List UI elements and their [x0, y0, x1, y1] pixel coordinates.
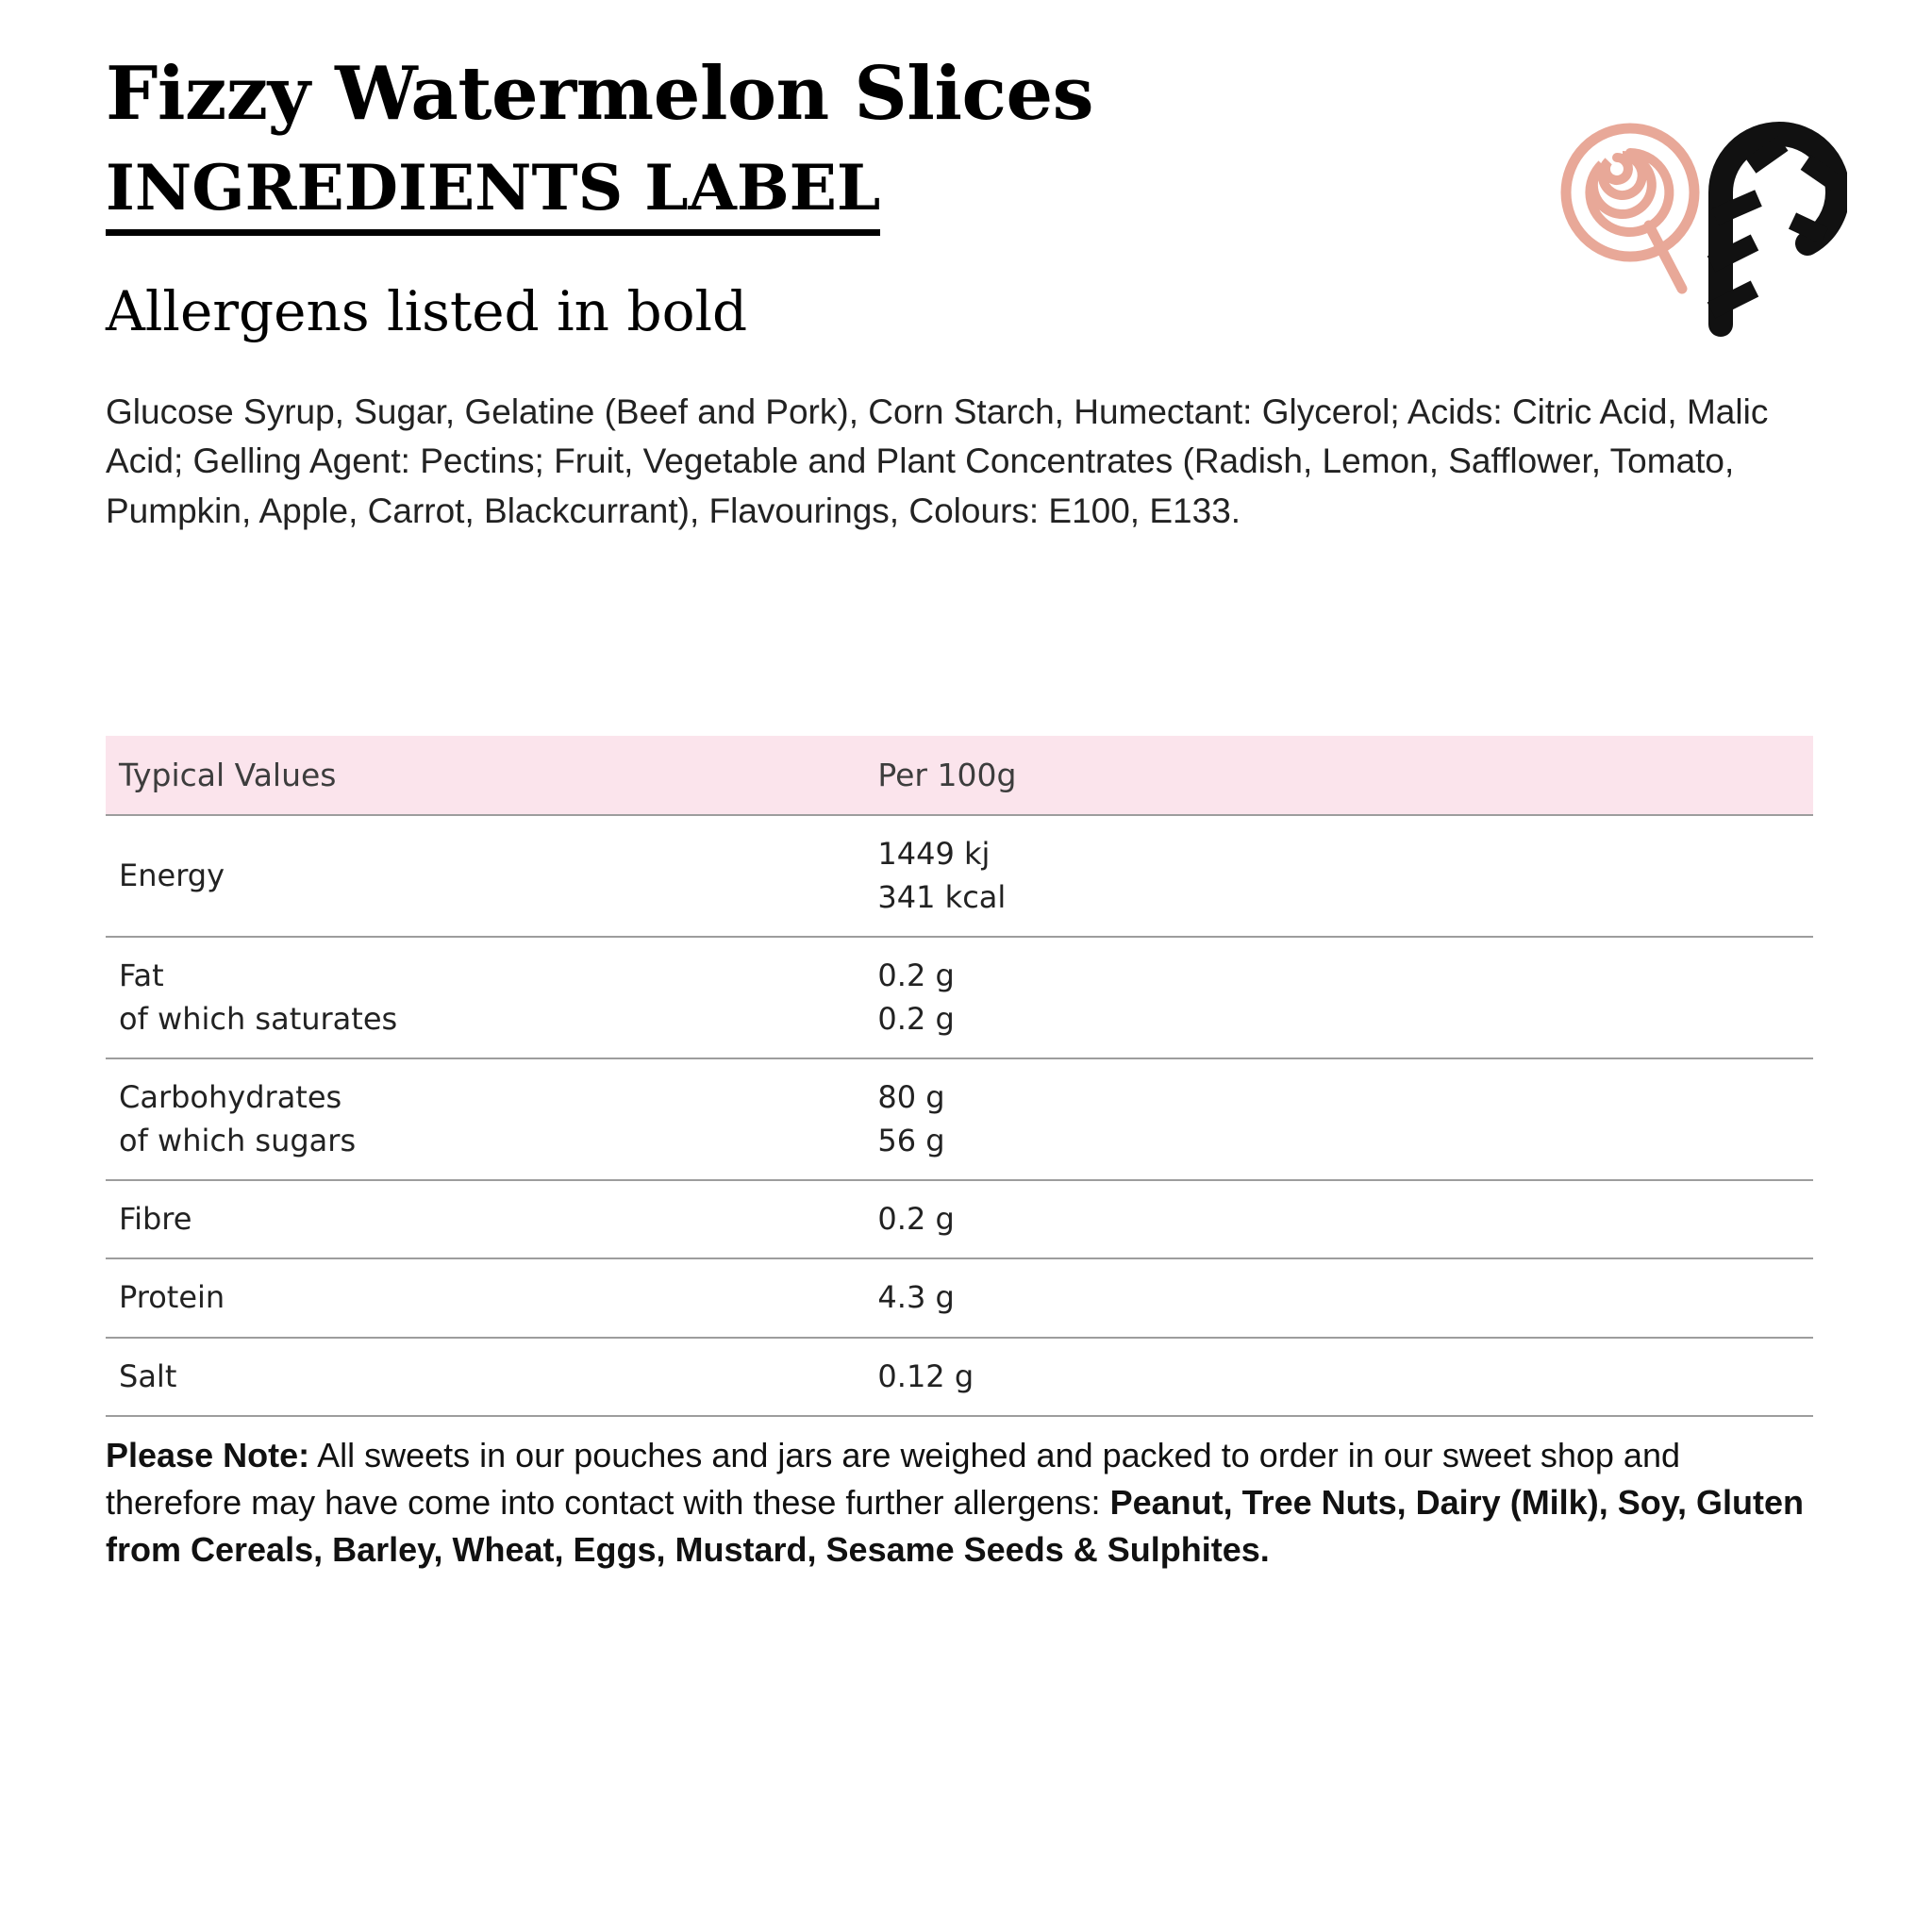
row-value-fat: [857, 937, 1813, 1058]
nutrient-name: Fat: [119, 958, 164, 994]
ingredients-text: Glucose Syrup, Sugar, Gelatine (Beef and Pork), Corn Starch, Humectant: Glycerol; Acids: Citric Acid, Malic Acid; Gelling Agent: Pectins; Fruit, Vegetable and Plant Concentrates (Radish, Lemon, Safflower, Tomato, Pumpkin, Apple, Carrot, Blackcurrant), Flavourings, Colours: E100, E133.: [106, 391, 1769, 530]
label-subtitle: INGREDIENTS LABEL: [106, 151, 880, 236]
row-label-fibre: [106, 1180, 857, 1258]
nutrient-value: 0.2 g: [877, 958, 955, 994]
nutrition-table-head: [106, 736, 1813, 815]
nutrient-subvalue: 0.2 g: [877, 1000, 955, 1037]
nutrient-value: 4.3 g: [877, 1279, 955, 1316]
table-row: [106, 1258, 1813, 1337]
row-label-salt: [106, 1338, 857, 1416]
title-block: [106, 51, 1502, 346]
row-label-energy: [106, 815, 857, 937]
nutrient-value: 80 g: [877, 1079, 945, 1116]
table-row: [106, 1180, 1813, 1258]
nutrition-table: [106, 736, 1813, 1417]
label-header: [106, 51, 1864, 346]
please-note-allergens: Peanut, Tree Nuts, Dairy (Milk), Soy, Gluten from Cereals, Barley, Wheat, Eggs, Mustard, Sesame Seeds & Sulphites.: [106, 1482, 1805, 1569]
nutrient-subvalue: 341 kcal: [877, 878, 1007, 915]
nutrient-name: Salt: [119, 1357, 177, 1394]
nutrient-name: Protein: [119, 1279, 225, 1316]
row-value-protein: [857, 1258, 1813, 1337]
table-header-row: [106, 736, 1813, 815]
table-row: [106, 1058, 1813, 1180]
table-row: [106, 815, 1813, 937]
row-label-fat: [106, 937, 857, 1058]
nutrient-name: Energy: [119, 858, 225, 894]
row-value-carbohydrates: [857, 1058, 1813, 1180]
row-value-energy: [857, 815, 1813, 937]
nutrient-value: 0.12 g: [877, 1357, 974, 1394]
allergen-bold-note: Allergens listed in bold: [106, 279, 748, 344]
nutrient-name: Fibre: [119, 1200, 192, 1237]
column-header-per-100g: Per 100g: [857, 736, 1813, 815]
please-note-block: [106, 1432, 1813, 1610]
row-label-carbohydrates: [106, 1058, 857, 1180]
nutrient-subname: of which saturates: [119, 1000, 398, 1037]
nutrient-name: Carbohydrates: [119, 1079, 342, 1116]
please-note-heading: Please Note:: [106, 1436, 310, 1475]
nutrient-value: 0.2 g: [877, 1200, 955, 1237]
nutrition-table-wrap: [106, 736, 1813, 1417]
nutrition-table-body: [106, 815, 1813, 1416]
row-label-protein: [106, 1258, 857, 1337]
lollipop-candy-cane-icon: [1536, 42, 1847, 353]
table-row: [106, 1338, 1813, 1416]
nutrient-subname: of which sugars: [119, 1122, 357, 1158]
table-row: [106, 937, 1813, 1058]
page-title: Fizzy Watermelon Slices: [106, 51, 1093, 137]
nutrient-value: 1449 kj: [877, 836, 991, 873]
row-value-salt: [857, 1338, 1813, 1416]
row-value-fibre: [857, 1180, 1813, 1258]
nutrient-subvalue: 56 g: [877, 1122, 945, 1158]
column-header-typical-values: Typical Values: [106, 736, 857, 815]
please-note-body: All sweets in our pouches and jars are weighed and packed to order in our sweet shop and therefore may have come into contact with these further allergens:: [106, 1436, 1680, 1522]
